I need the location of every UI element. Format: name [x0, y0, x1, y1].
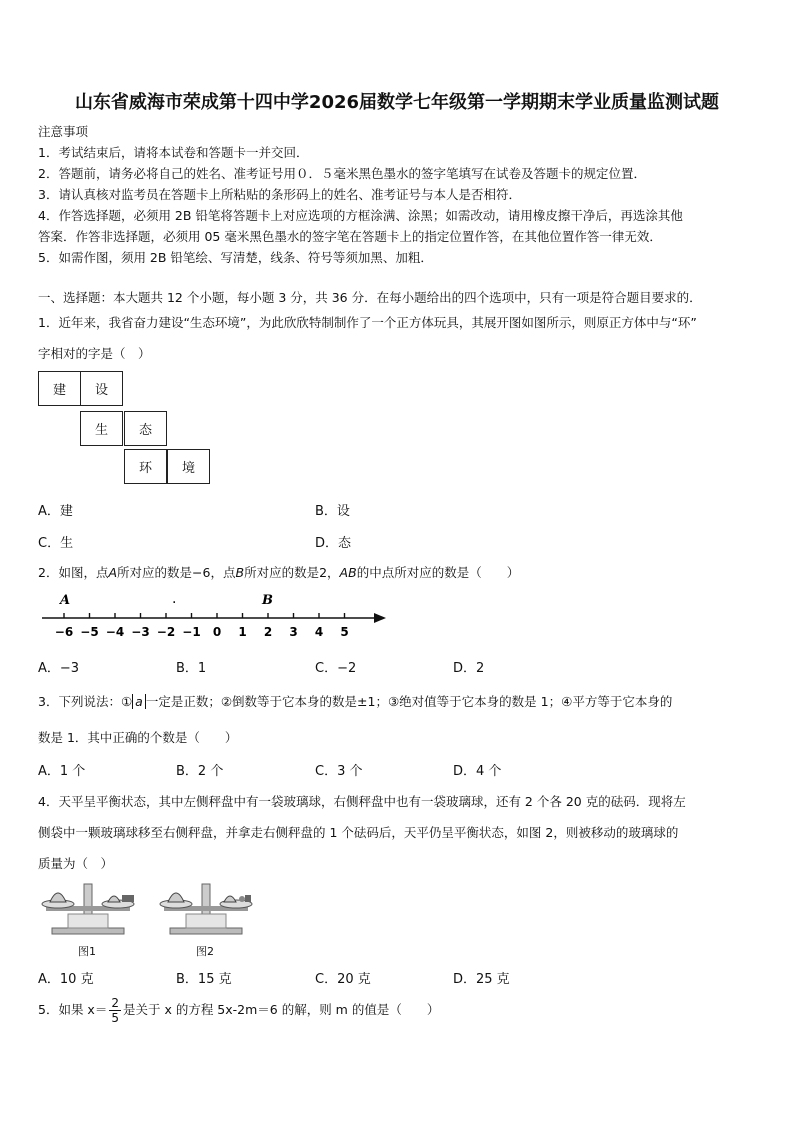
- point-b-label: B: [262, 593, 273, 608]
- figure-1-caption: 图1: [78, 945, 96, 958]
- option-c: C．20 克: [315, 972, 371, 987]
- axis-tick-label: 5: [340, 625, 349, 639]
- q2-value-b: 2: [319, 565, 328, 580]
- option-c: C．生: [38, 536, 74, 551]
- option-b: B．2 个: [176, 764, 224, 779]
- axis-tick-label: −5: [80, 625, 99, 639]
- q5-text-part: 是关于 x 的方程 5x-2m＝6 的解，则 m 的值是（ ）: [122, 1002, 440, 1017]
- question-5-text: [38, 996, 439, 1025]
- axis-tick-label: 3: [289, 625, 298, 639]
- notice-item: 2．答题前，请务必将自己的姓名、准考证号用０．５毫米黑色墨水的签字笔填写在试卷及答题卡的规定位置．: [38, 166, 646, 181]
- question-1-text: 1．近年来，我省奋力建设“生态环境”，为此欣欣特制制作了一个正方体玩具，其展开图如图所示，则原正方体中与“环”: [38, 315, 697, 330]
- point-a-label: A: [60, 593, 71, 608]
- question-2-text: [38, 563, 519, 581]
- section-heading: 一、选择题：本大题共 12 个小题，每小题 3 分，共 36 分．在每小题给出的四个选项中，只有一项是符合题目要求的．: [38, 290, 702, 305]
- notice-item: 1．考试结束后，请将本试卷和答题卡一并交回．: [38, 145, 309, 160]
- absolute-value-a: a: [132, 694, 146, 709]
- figure-2-caption: 图2: [196, 945, 214, 958]
- axis-tick-label: −2: [156, 625, 176, 639]
- notice-item: 答案．作答非选择题，必须用 05 毫米黑色墨水的签字笔在答题卡上的指定位置作答，在其他位置作答一律无效．: [38, 229, 662, 244]
- fraction-numerator: 2: [111, 996, 119, 1010]
- option-b: B．15 克: [176, 972, 232, 987]
- question-3-text: 数是 1．其中正确的个数是（ ）: [38, 730, 238, 745]
- option-c: C．−2: [315, 661, 357, 676]
- axis-tick-label: −4: [105, 625, 125, 639]
- option-a: A．10 克: [38, 972, 94, 987]
- q2-text-part: ，点: [210, 565, 236, 580]
- q5-text-part: 5．如果 x＝: [38, 1002, 108, 1017]
- q2-text-part: ，: [327, 565, 340, 580]
- option-d: D．25 克: [453, 972, 510, 987]
- option-a: A．建: [38, 504, 73, 519]
- notice-heading: 注意事项: [38, 124, 89, 139]
- q2-point-b: B: [235, 565, 245, 580]
- axis-tick-label: 4: [314, 625, 324, 639]
- number-line-figure: [38, 590, 398, 642]
- q3-text-part: 一定是正数；②倒数等于它本身的数是±1；③绝对值等于它本身的数是 1；④平方等于它本身的: [145, 694, 673, 709]
- axis-tick-label: −1: [182, 625, 201, 639]
- q2-point-a: A: [108, 565, 118, 580]
- balance-figure-1: [38, 876, 138, 938]
- option-b: B．1: [176, 661, 207, 676]
- question-4-text: 质量为（ ）: [38, 856, 114, 871]
- balance-figure-2: [156, 876, 256, 938]
- option-d: D．态: [315, 536, 352, 551]
- fraction-denominator: 5: [111, 1011, 119, 1025]
- question-4-text: 4．天平呈平衡状态，其中左侧秤盘中有一袋玻璃球，右侧秤盘中也有一袋玻璃球，还有 2 个各 20 克的砝码．现将左: [38, 794, 686, 809]
- option-b: B．设: [315, 504, 350, 519]
- q2-segment-ab: AB: [339, 565, 357, 580]
- option-a: A．1 个: [38, 764, 86, 779]
- net-cell: 设: [80, 371, 123, 406]
- option-d: D．2: [453, 661, 485, 676]
- question-1-text: 字相对的字是（ ）: [38, 346, 151, 361]
- q2-text-part: 2．如图，点: [38, 565, 109, 580]
- option-a: A．−3: [38, 661, 80, 676]
- q3-text-part: 3．下列说法：①: [38, 694, 133, 709]
- net-cell: 环: [124, 449, 167, 484]
- question-4-text: 侧袋中一颗玻璃球移至右侧秤盘，并拿走右侧秤盘的 1 个砝码后，天平仍呈平衡状态，如图 2，则被移动的玻璃球的: [38, 825, 679, 840]
- option-d: D．4 个: [453, 764, 502, 779]
- axis-tick-label: 0: [212, 625, 222, 639]
- fraction: [109, 996, 121, 1025]
- axis-tick-label: −6: [54, 625, 74, 639]
- midpoint-dot: ·: [172, 595, 177, 611]
- notice-item: 5．如需作图，须用 2B 铅笔绘、写清楚，线条、符号等须加黑、加粗．: [38, 250, 433, 265]
- axis-tick-label: 1: [238, 625, 247, 639]
- q2-value-a: −6: [192, 565, 211, 580]
- net-cell: 生: [80, 411, 123, 446]
- page-title: 山东省威海市荣成第十四中学2026届数学七年级第一学期期末学业质量监测试题: [74, 92, 720, 113]
- q2-text-part: 的中点所对应的数是（ ）: [356, 565, 520, 580]
- notice-item: 4．作答选择题，必须用 2B 铅笔将答题卡上对应选项的方框涂满、涂黑；如需改动，请用橡皮擦干净后，再选涂其他: [38, 208, 683, 223]
- option-c: C．3 个: [315, 764, 363, 779]
- question-3-text: [38, 692, 672, 710]
- net-cell: 建: [38, 371, 81, 406]
- notice-item: 3．请认真核对监考员在答题卡上所粘贴的条形码上的姓名、准考证号与本人是否相符．: [38, 187, 521, 202]
- net-cell: 态: [124, 411, 167, 446]
- net-cell: 境: [167, 449, 210, 484]
- axis-tick-label: −3: [131, 625, 150, 639]
- arrow-head-icon: [374, 613, 386, 623]
- axis-tick-label: 2: [263, 625, 273, 639]
- q2-text-part: 所对应的数是: [117, 565, 193, 580]
- q2-text-part: 所对应的数是: [244, 565, 320, 580]
